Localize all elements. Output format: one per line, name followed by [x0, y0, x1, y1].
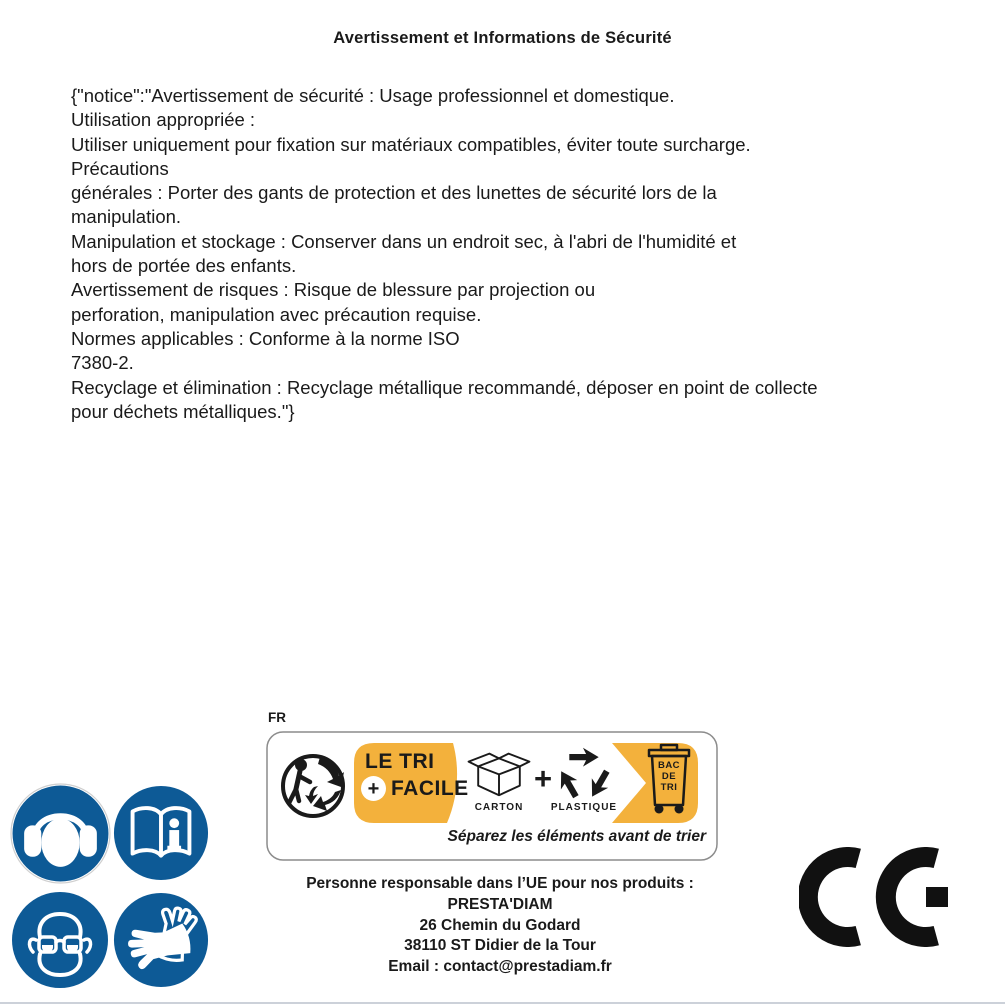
- material-label-carton: CARTON: [474, 802, 524, 813]
- page-title: Avertissement et Informations de Sécurité: [333, 29, 672, 47]
- facile-title: FACILE: [391, 776, 469, 800]
- plus-circle-icon: +: [361, 776, 386, 801]
- notice-line: manipulation.: [71, 206, 182, 228]
- notice-line: Utilisation appropriée :: [71, 109, 256, 131]
- responsible-person-block: [240, 874, 760, 978]
- company-name: PRESTA'DIAM: [447, 895, 553, 913]
- bin-text: [651, 760, 687, 793]
- letri-title: LE TRI: [365, 750, 435, 773]
- notice-line: Normes applicables : Conforme à la norme ISO: [71, 327, 460, 349]
- bin-text-line: DE: [661, 771, 677, 782]
- notice-line: Utiliser uniquement pour fixation sur matériaux compatibles, éviter toute surcharge.: [71, 133, 751, 155]
- bin-text-line: BAC: [657, 760, 681, 771]
- materials-plus-sign: +: [533, 761, 553, 796]
- safety-notice-text: [71, 84, 986, 424]
- notice-line: Précautions: [71, 157, 169, 179]
- mandatory-pictograms: [10, 783, 220, 995]
- sorting-tagline: Séparez les éléments avant de trier: [447, 828, 706, 845]
- notice-line: hors de portée des enfants.: [71, 255, 297, 277]
- read-instruction-manual-icon: [112, 784, 210, 882]
- notice-line: perforation, manipulation avec précaution requise.: [71, 303, 482, 325]
- material-label-plastique: PLASTIQUE: [550, 802, 618, 813]
- wear-protective-gloves-icon: [112, 891, 210, 989]
- ce-mark-icon: [799, 847, 951, 947]
- notice-line: {"notice":"Avertissement de sécurité : Usage professionnel et domestique.: [71, 85, 675, 106]
- page-bottom-rule: [0, 1002, 1005, 1004]
- bin-text-line: TRI: [660, 782, 678, 793]
- wear-ear-protection-icon: [10, 783, 111, 884]
- facile-row: [361, 776, 469, 801]
- notice-line: Recyclage et élimination : Recyclage métallique recommandé, déposer en point de collecte: [71, 376, 818, 398]
- contact-email: Email : contact@prestadiam.fr: [388, 958, 612, 976]
- wear-eye-protection-icon: [10, 890, 110, 990]
- country-code: FR: [268, 710, 286, 725]
- address-street: 26 Chemin du Godard: [419, 916, 581, 934]
- notice-line: Manipulation et stockage : Conserver dans un endroit sec, à l'abri de l'humidité et: [71, 230, 737, 252]
- address-city: 38110 ST Didier de la Tour: [404, 937, 596, 955]
- notice-line: 7380-2.: [71, 352, 134, 374]
- notice-line: générales : Porter des gants de protection et des lunettes de sécurité lors de la: [71, 182, 717, 204]
- notice-line: Avertissement de risques : Risque de blessure par projection ou: [71, 279, 596, 301]
- notice-line: pour déchets métalliques."}: [71, 400, 295, 422]
- recycling-sorting-label: [266, 731, 718, 861]
- responsible-line: Personne responsable dans l’UE pour nos produits :: [306, 875, 694, 892]
